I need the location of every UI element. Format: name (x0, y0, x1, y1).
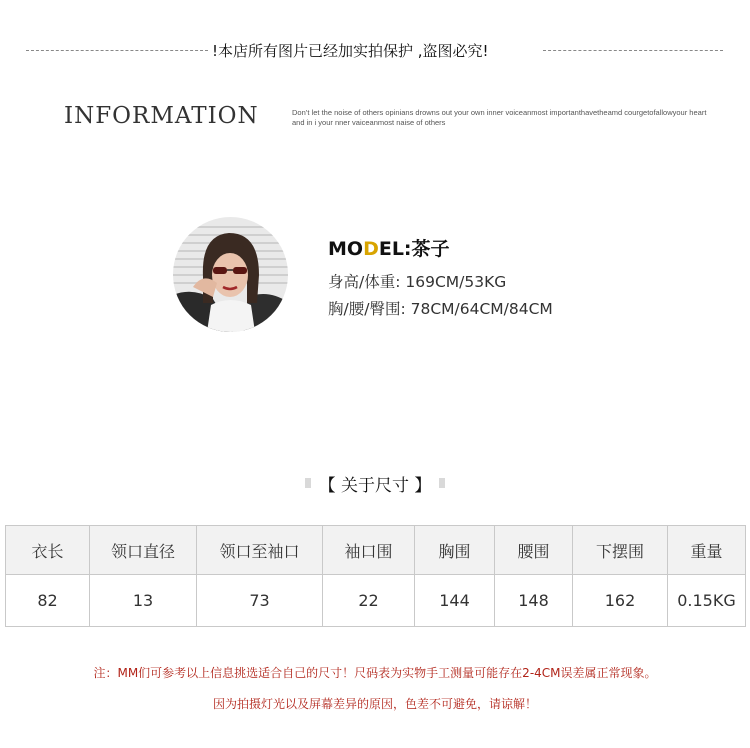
size-section-heading (305, 471, 445, 495)
value-cell-weight: 0.15KG (668, 575, 746, 627)
model-name: 茶子 (411, 238, 450, 260)
header-cell-neck-to-cuff: 领口至袖口 (197, 526, 323, 575)
header-cell-hem: 下摆围 (573, 526, 668, 575)
model-avatar (173, 217, 288, 332)
information-title: INFORMATION (64, 103, 259, 129)
model-height-weight: 身高/体重: 169CM/53KG (328, 273, 507, 291)
size-table (5, 525, 746, 627)
value-cell-waist: 148 (495, 575, 573, 627)
model-label-highlight: D (363, 238, 379, 260)
header-cell-waist: 腰围 (495, 526, 573, 575)
information-text: Don’t let the noise of others opinians drowns out your own inner voiceanmost importanthavetheamd courgetofallowyour heart and in i your nner vaiceanmost naise of others (292, 108, 707, 127)
value-cell-neck-to-cuff: 73 (197, 575, 323, 627)
banner-divider-left (26, 50, 208, 51)
header-cell-cuff: 袖口围 (323, 526, 415, 575)
value-cell-length: 82 (6, 575, 90, 627)
size-note: 注：MM们可参考以上信息挑选适合自己的尺寸！尺码表为实物手工测量可能存在2-4CM误差属正常现象。 (93, 666, 657, 680)
copyright-notice: !本店所有图片已经加实拍保护 ,盗图必究! (212, 42, 489, 60)
model-label-start: MO (328, 238, 364, 260)
header-cell-chest: 胸围 (415, 526, 495, 575)
model-label-end: EL: (378, 238, 412, 260)
value-cell-cuff: 22 (323, 575, 415, 627)
banner-divider-right (543, 50, 723, 51)
model-photo (173, 217, 288, 332)
value-cell-chest: 144 (415, 575, 495, 627)
header-cell-length: 衣长 (6, 526, 90, 575)
table-header-row (6, 526, 746, 575)
table-row (6, 575, 746, 627)
header-cell-neck-diameter: 领口直径 (90, 526, 197, 575)
value-cell-hem: 162 (573, 575, 668, 627)
model-name-line (328, 234, 450, 261)
value-cell-neck-diameter: 13 (90, 575, 197, 627)
header-cell-weight: 重量 (668, 526, 746, 575)
color-note: 因为拍摄灯光以及屏幕差异的原因，色差不可避免，请谅解！ (212, 697, 537, 711)
model-measurements: 胸/腰/臀围: 78CM/64CM/84CM (328, 300, 553, 318)
size-heading-text: 【 关于尺寸 】 (311, 471, 439, 496)
copyright-banner (0, 38, 750, 62)
